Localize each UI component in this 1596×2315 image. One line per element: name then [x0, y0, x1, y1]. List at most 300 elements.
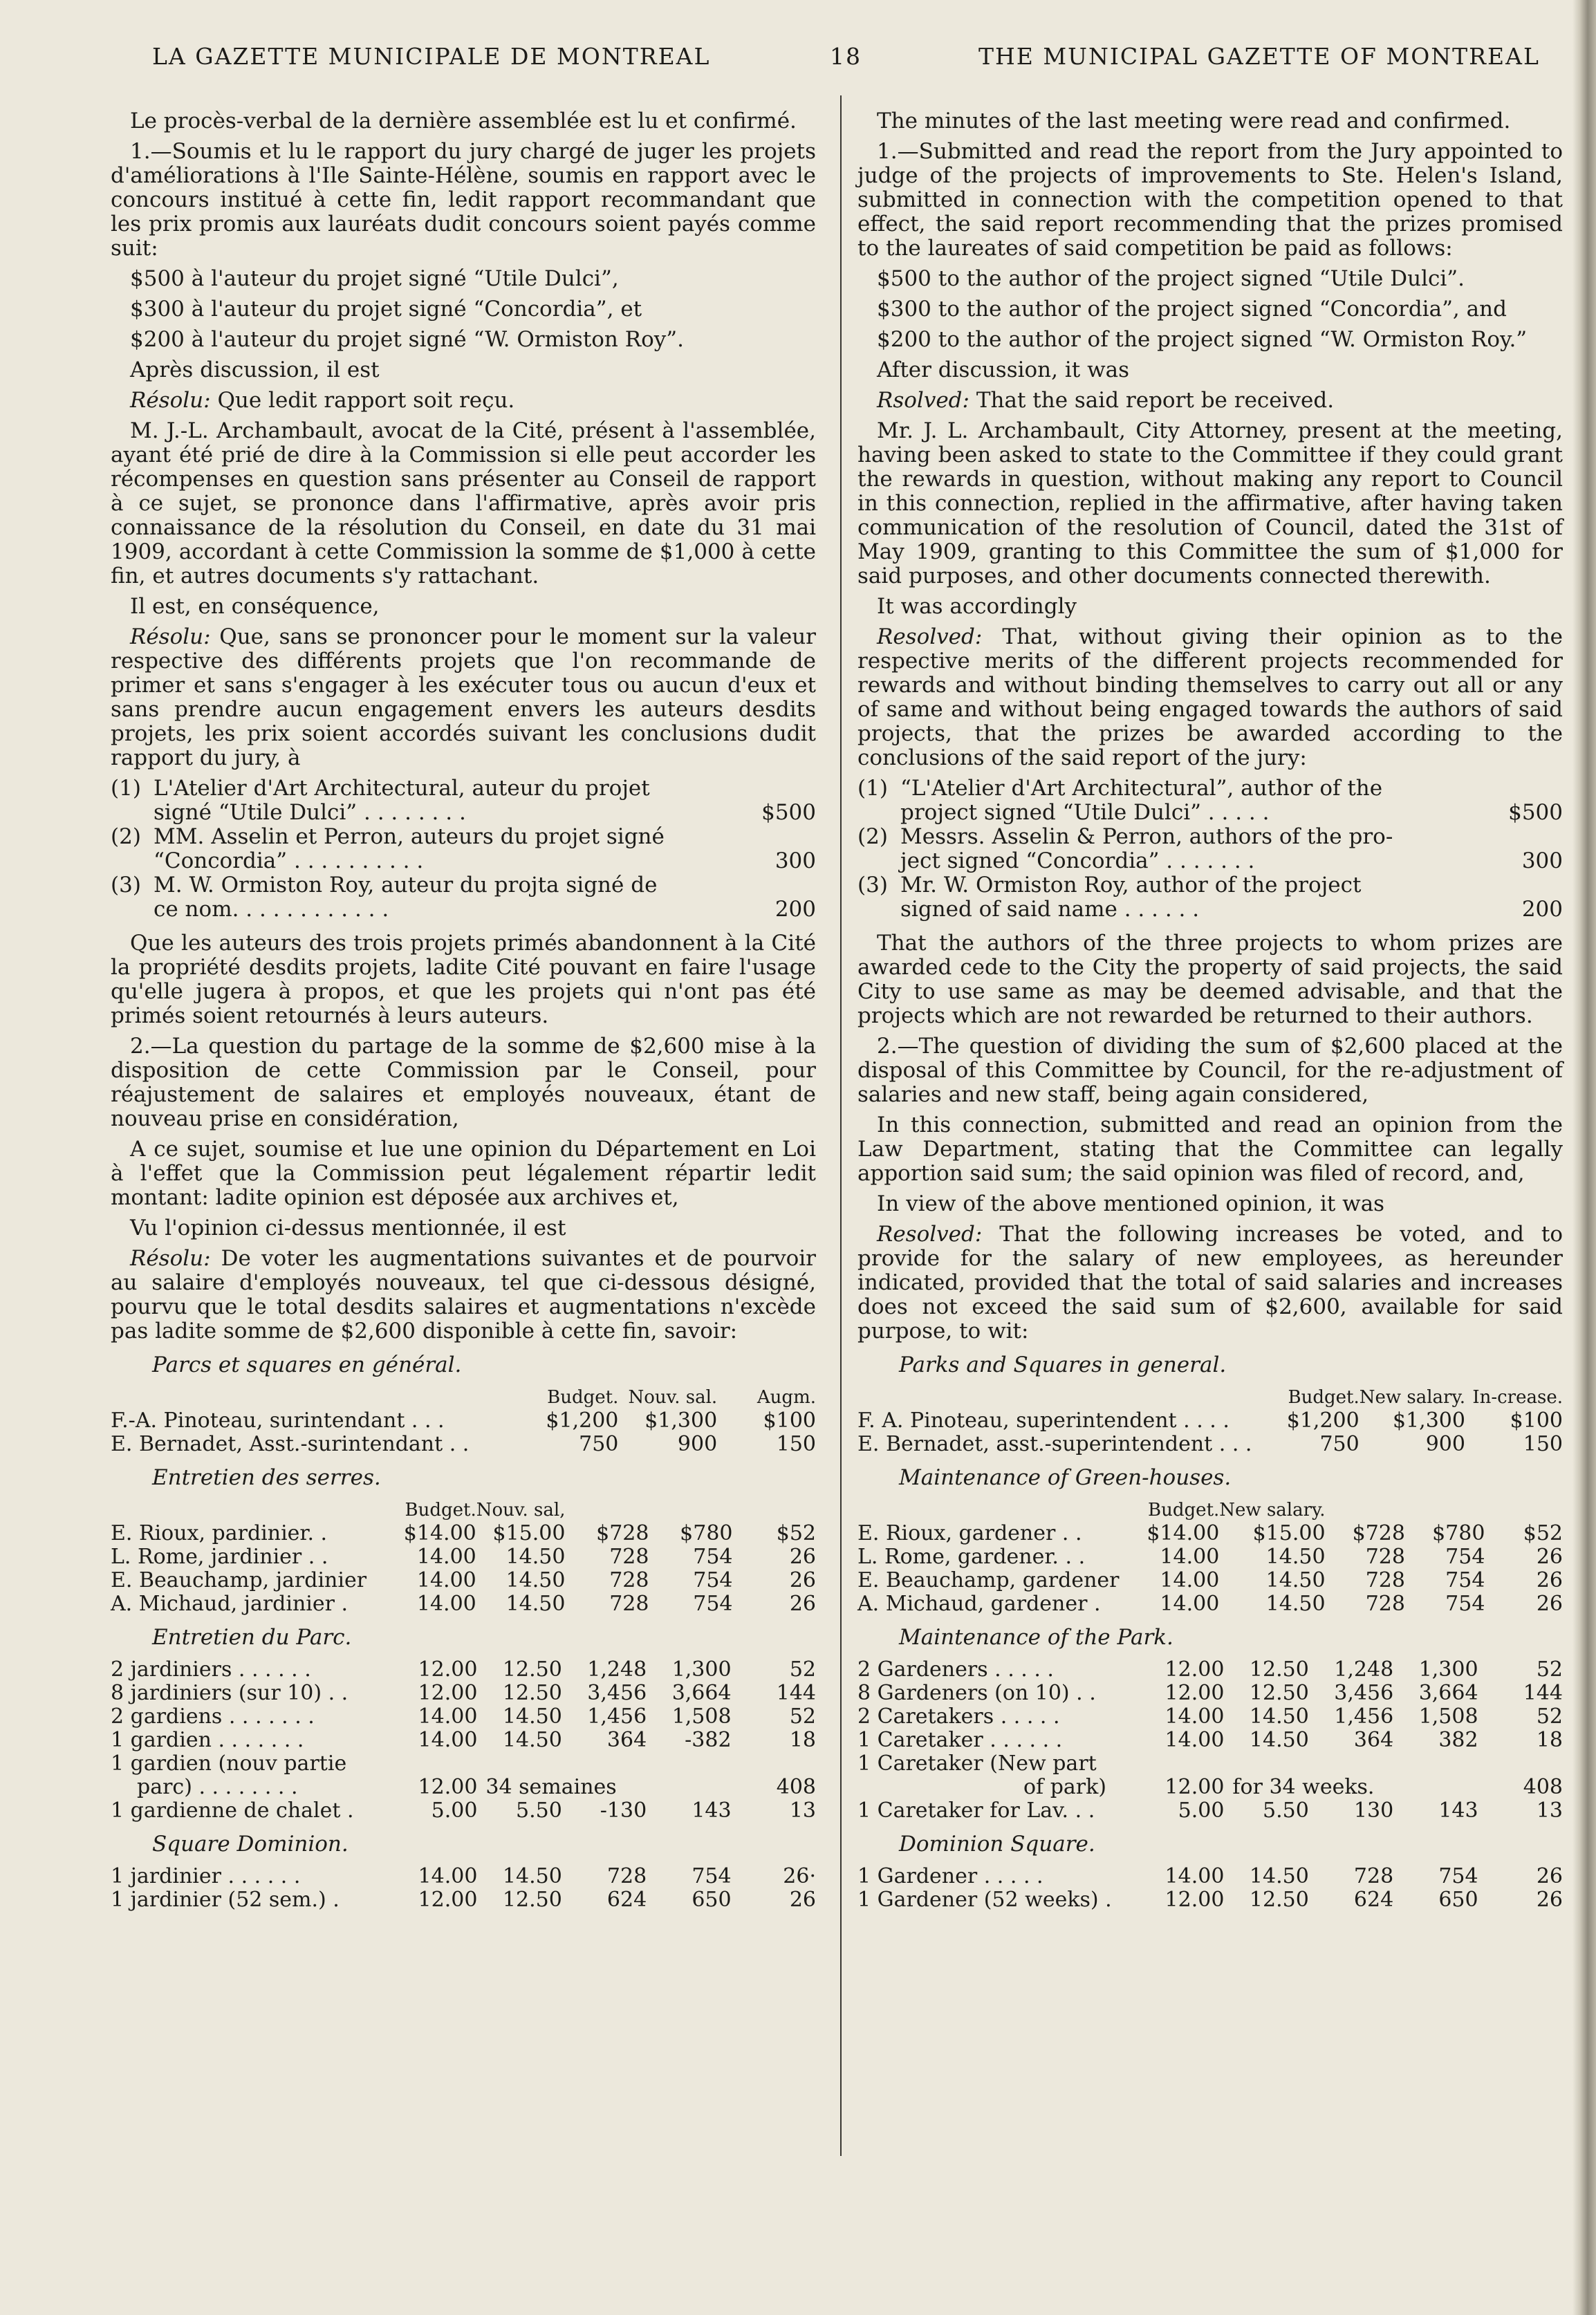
employee-name: A. Michaud, gardener .: [857, 1592, 1101, 1616]
award-line-text: ject signed “Concordia” . . . . . . .: [900, 848, 1255, 873]
table-row: [111, 1569, 816, 1592]
weekly-budget: 14.00: [416, 1592, 476, 1616]
increase-value: $100: [1510, 1408, 1563, 1433]
running-header-english: THE MUNICIPAL GAZETTE OF MONTREAL: [978, 43, 1540, 70]
table-row: [111, 1592, 816, 1616]
award-amount: $500: [761, 800, 816, 825]
resolution-text: That the said report be received.: [969, 388, 1335, 413]
award-item: [111, 873, 816, 922]
annual-budget: 3,456: [1334, 1681, 1394, 1705]
annual-new: 754: [693, 1592, 733, 1616]
weekly-new: 5.50: [516, 1798, 562, 1823]
table-row: [111, 1433, 816, 1456]
table-row: [857, 1409, 1563, 1433]
award-number: (3): [111, 873, 141, 898]
paragraph: Mr. J. L. Archambault, City Attorney, present at the meeting, having been asked to state to the Committee if they could grant the rewards in question, without making any report to Council in this connection, replied in the affirmative, after having taken communication of the resolution of Council, dated the 31st of May 1909, granting to this Committee the sum of $1,000 for said purposes, and other documents connected therewith.: [857, 418, 1563, 588]
employee-name: E. Rioux, pardinier. .: [111, 1521, 328, 1545]
paragraph: M. J.-L. Archambault, avocat de la Cité, présent à l'assemblée, ayant été prié de dire à la Commission si elle peut accorder les récompenses en question sans présenter au Conseil de rapport à ce sujet, se prononce dans l'affirmative, après avoir pris connaissance de la résolution du Conseil, en date du 31 mai 1909, accordant à cette Commission la somme de $1,000 à cette fin, et autres documents s'y rattachant.: [111, 418, 816, 588]
table-row: [857, 1752, 1563, 1776]
weekly-budget: 12.00: [418, 1681, 478, 1705]
resolution-label: Resolved:: [877, 1222, 983, 1247]
increase-value: 144: [1523, 1681, 1563, 1705]
annual-new: $780: [1432, 1521, 1485, 1545]
employee-name: 8 jardiniers (sur 10) . .: [111, 1681, 349, 1705]
annual-budget: 364: [606, 1728, 647, 1752]
budget-value: $1,200: [1286, 1408, 1360, 1433]
col-header-new-salary: Nouv. sal.: [628, 1387, 718, 1408]
col-header-new-salary: Nouv. sal,: [476, 1500, 566, 1521]
award-line-text: ce nom. . . . . . . . . . . .: [154, 897, 389, 922]
paragraph: It was accordingly: [877, 594, 1077, 619]
annual-new: 754: [1445, 1592, 1485, 1616]
spacer-cell: [565, 1498, 649, 1522]
employee-name: L. Rome, gardener. . .: [857, 1545, 1086, 1569]
new-salary-value: 900: [677, 1432, 718, 1456]
spacer-cell: [1485, 1498, 1563, 1522]
paragraph: In view of the above mentioned opinion, it was: [877, 1191, 1385, 1216]
award-line-text: signé “Utile Dulci” . . . . . . . .: [154, 800, 466, 825]
table-row: [857, 1705, 1563, 1729]
weekly-new: 14.50: [505, 1592, 566, 1616]
paragraph: Le procès-verbal de la dernière assemblée est lu et confirmé.: [130, 109, 797, 133]
weekly-new: 14.50: [1265, 1545, 1326, 1569]
award-line: M. W. Ormiston Roy, auteur du projta signé de: [154, 873, 658, 898]
budget-value: 750: [579, 1432, 619, 1456]
paragraph: After discussion, it was: [877, 357, 1130, 382]
col-header-new-salary: New salary.: [1359, 1387, 1465, 1408]
weekly-budget: $14.00: [403, 1521, 476, 1545]
table-row: [111, 1545, 816, 1569]
salary-table-general: [857, 1386, 1563, 1456]
paragraph: [111, 625, 816, 770]
weekly-budget: 14.00: [1164, 1704, 1225, 1729]
annual-budget: 728: [1365, 1592, 1405, 1616]
increase-value: 144: [776, 1681, 816, 1705]
new-salary-value: $1,300: [644, 1408, 718, 1433]
increase-value: 26: [1536, 1568, 1563, 1592]
salary-table-dominion-square: [111, 1865, 816, 1912]
column-divider: [840, 95, 842, 2156]
table-row: [857, 1569, 1563, 1592]
resolution-label: Résolu:: [130, 624, 211, 649]
award-line: [900, 898, 1563, 922]
award-item: [111, 825, 816, 873]
awards-list: [111, 777, 816, 922]
award-number: (3): [857, 873, 888, 898]
award-line-text: “Concordia” . . . . . . . . . .: [154, 848, 424, 873]
annual-new: 382: [1438, 1728, 1478, 1752]
section-heading: Entretien des serres.: [152, 1465, 381, 1490]
weekly-new: 5.50: [1263, 1798, 1309, 1823]
annual-new: 3,664: [1418, 1681, 1478, 1705]
weekly-budget: 12.00: [1164, 1657, 1225, 1682]
increase-value: $52: [776, 1521, 816, 1545]
resolution-label: Résolu:: [130, 1246, 211, 1271]
award-line: [154, 849, 816, 873]
spacer-cell: [733, 1498, 817, 1522]
paragraph: $300 à l'auteur du projet signé “Concordia”, et: [130, 297, 642, 322]
table-row: [857, 1729, 1563, 1752]
resolution-text: Que ledit rapport soit reçu.: [210, 388, 515, 413]
budget-value: 750: [1319, 1432, 1360, 1456]
table-row: [857, 1888, 1563, 1912]
weekly-budget: 14.00: [1164, 1864, 1225, 1888]
weekly-budget: 14.00: [1160, 1592, 1220, 1616]
weekly-new: 14.50: [502, 1728, 562, 1752]
table-row: [111, 1658, 816, 1682]
annual-budget: $728: [1352, 1521, 1405, 1545]
increase-value: 26: [1536, 1888, 1563, 1912]
employee-name: E. Rioux, gardener . .: [857, 1521, 1082, 1545]
table-row: [857, 1865, 1563, 1888]
weekly-new: 12.50: [502, 1888, 562, 1912]
increase-value: 13: [789, 1798, 816, 1823]
new-salary-value: 900: [1425, 1432, 1465, 1456]
weekly-budget: 12.00: [418, 1775, 478, 1799]
resolution-text: De voter les augmentations suivantes et de pourvoir au salaire d'employés nouveaux, tel que ci-dessous désigné, pourvu que le total desdits salaires et augmentations n'excède pas ladite somme de $2,600 disponible à cette fin, savoir:: [111, 1246, 816, 1344]
page-binding-edge: [1572, 0, 1596, 2315]
annual-new: 754: [693, 1568, 733, 1592]
weekly-new: 14.50: [502, 1864, 562, 1888]
paragraph: Que les auteurs des trois projets primés abandonnent à la Cité la propriété desdits projets, ladite Cité pouvant en faire l'usage qu'elle jugera à propos, et que les projets qui n'ont pas été primés soient retournés à leurs auteurs.: [111, 931, 816, 1028]
increase-value: 26: [789, 1592, 816, 1616]
employee-name: 1 gardienne de chalet .: [111, 1798, 354, 1823]
weekly-new: $15.00: [492, 1521, 566, 1545]
annual-budget: 624: [606, 1888, 647, 1912]
increase-value: 26: [789, 1568, 816, 1592]
annual-budget: 728: [606, 1864, 647, 1888]
col-header-budget: Budget.: [1288, 1387, 1360, 1408]
award-amount: 300: [1521, 848, 1563, 873]
weekly-budget: 14.00: [418, 1704, 478, 1729]
paragraph: The minutes of the last meeting were read and confirmed.: [877, 109, 1511, 133]
award-amount: $500: [1508, 800, 1563, 825]
weekly-new: 14.50: [1249, 1728, 1309, 1752]
resolution-text: That, without giving their opinion as to the respective merits of the different projects recommended for rewards and without binding themselves to carry out all or any of same and without being engaged towards the authors of said projects, that the prizes be awarded according to the conclusions of the said report of the jury:: [857, 624, 1563, 770]
annual-budget: 728: [1365, 1545, 1405, 1569]
weekly-new: 14.50: [1265, 1592, 1326, 1616]
section-heading: Dominion Square.: [899, 1832, 1095, 1857]
increase-value: 408: [1523, 1775, 1563, 1799]
resolution-label: Resolved:: [877, 624, 983, 649]
employee-name: 2 Gardeners . . . . .: [857, 1657, 1054, 1682]
employee-name: parc) . . . . . . . .: [137, 1775, 298, 1799]
employee-name: 1 Caretaker . . . . . .: [857, 1728, 1063, 1752]
table-header: [857, 1386, 1563, 1409]
annual-budget: 130: [1353, 1798, 1394, 1823]
increase-value: 150: [1523, 1432, 1563, 1456]
award-text: [900, 825, 1563, 873]
annual-new: 1,300: [671, 1657, 732, 1682]
employee-name: E. Beauchamp, jardinier: [111, 1568, 367, 1592]
section-heading: Square Dominion.: [152, 1832, 349, 1857]
award-amount: 300: [774, 848, 816, 873]
weekly-budget: 14.00: [1160, 1568, 1220, 1592]
employee-name: F. A. Pinoteau, superintendent . . . .: [857, 1408, 1230, 1433]
table-row: [857, 1776, 1563, 1799]
col-header-increase: In-crease.: [1472, 1387, 1563, 1408]
award-line: L'Atelier d'Art Architectural, auteur du projet: [154, 776, 650, 801]
paragraph: 2.—The question of dividing the sum of $2,600 placed at the disposal of this Committee by Council, for the re-adjustment of salaries and new staff, being again considered,: [857, 1034, 1563, 1107]
table-row: [111, 1776, 816, 1799]
employee-name: 2 jardiniers . . . . . .: [111, 1657, 311, 1682]
increase-value: 52: [789, 1657, 816, 1682]
award-line: [900, 849, 1563, 873]
annual-budget: 728: [1365, 1568, 1405, 1592]
award-text: [154, 873, 816, 922]
weekly-new: 14.50: [1265, 1568, 1326, 1592]
weekly-new: 12.50: [1249, 1681, 1309, 1705]
increase-value: 26: [789, 1888, 816, 1912]
col-header-budget: Budget.: [1148, 1500, 1220, 1521]
section-heading: Maintenance of Green-houses.: [899, 1465, 1232, 1490]
paragraph: 2.—La question du partage de la somme de $2,600 mise à la disposition de cette Commission par le Conseil, pour réajustement de salaires et employés nouveaux, étant de nouveau prise en considération,: [111, 1034, 816, 1131]
paragraph: [111, 1247, 816, 1344]
employee-name: 1 jardinier . . . . . .: [111, 1864, 301, 1888]
annual-new: -382: [685, 1728, 732, 1752]
paragraph: 1.—Soumis et lu le rapport du jury chargé de juger les projets d'améliorations à l'Ile Sainte-Hélène, soumis en rapport avec le concours institué à cette fin, ledit rapport recommandant que les prix promis aux lauréats dudit concours soient payés comme suit:: [111, 139, 816, 261]
table-row: [857, 1545, 1563, 1569]
salary-table-general: [111, 1386, 816, 1456]
weekly-new: 14.50: [505, 1545, 566, 1569]
spacer-cell: [857, 1386, 1264, 1409]
increase-value: 150: [776, 1432, 816, 1456]
increase-value: $100: [763, 1408, 816, 1433]
weekly-new: 14.50: [1249, 1864, 1309, 1888]
salary-table-dominion-square: [857, 1865, 1563, 1912]
employee-name: E. Bernadet, Asst.-surintendant . .: [111, 1432, 470, 1456]
award-line: [154, 801, 816, 825]
weekly-budget: 14.00: [1160, 1545, 1220, 1569]
weekly-new: 14.50: [505, 1568, 566, 1592]
page-number: 18: [830, 43, 862, 70]
col-header-budget: Budget.: [405, 1500, 476, 1521]
spacer-cell: [1405, 1498, 1485, 1522]
section-heading: Parks and Squares in general.: [899, 1352, 1227, 1377]
annual-budget: 1,456: [1334, 1704, 1394, 1729]
annual-new: 754: [692, 1864, 732, 1888]
award-text: [900, 873, 1563, 922]
award-amount: 200: [774, 897, 816, 922]
paragraph: A ce sujet, soumise et lue une opinion du Département en Loi à l'effet que la Commission peut légalement répartir ledit montant: ladite opinion est déposée aux archives et,: [111, 1137, 816, 1210]
table-row: [857, 1522, 1563, 1545]
employee-name: 1 jardinier (52 sem.) .: [111, 1888, 340, 1912]
annual-budget: $728: [596, 1521, 649, 1545]
weekly-new: $15.00: [1252, 1521, 1326, 1545]
spacer-cell: [649, 1498, 732, 1522]
salary-table-park: [857, 1658, 1563, 1823]
award-item: [857, 777, 1563, 825]
paragraph: [111, 389, 816, 413]
table-row: [111, 1799, 816, 1823]
weekly-budget: 12.00: [1164, 1681, 1225, 1705]
weekly-budget: $14.00: [1147, 1521, 1220, 1545]
award-text: [900, 777, 1563, 825]
table-row: [857, 1658, 1563, 1682]
award-number: (2): [111, 824, 141, 849]
award-line-text: project signed “Utile Dulci” . . . . .: [900, 800, 1270, 825]
increase-value: 52: [789, 1704, 816, 1729]
spacer-cell: [111, 1386, 520, 1409]
annual-budget: 728: [609, 1568, 649, 1592]
employee-name: 1 gardien (nouv partie: [111, 1751, 347, 1776]
weekly-budget: 5.00: [1178, 1798, 1225, 1823]
award-text: [154, 825, 816, 873]
table-row: [857, 1682, 1563, 1705]
employee-name: of park): [1023, 1775, 1107, 1799]
employee-name: 8 Gardeners (on 10) . .: [857, 1681, 1096, 1705]
weekly-budget: 14.00: [416, 1545, 476, 1569]
awards-list: [857, 777, 1563, 922]
award-item: [111, 777, 816, 825]
annual-budget: 728: [609, 1545, 649, 1569]
weekly-new: 12.50: [502, 1681, 562, 1705]
new-salary-value: $1,300: [1392, 1408, 1465, 1433]
annual-budget: 3,456: [587, 1681, 647, 1705]
salary-table-park: [111, 1658, 816, 1823]
award-number: (1): [857, 776, 888, 801]
weekly-new: 14.50: [502, 1704, 562, 1729]
employee-name: F.-A. Pinoteau, surintendant . . .: [111, 1408, 445, 1433]
award-line: MM. Asselin et Perron, auteurs du projet signé: [154, 824, 665, 849]
award-number: (1): [111, 776, 141, 801]
annual-new: 754: [1445, 1545, 1485, 1569]
award-item: [857, 873, 1563, 922]
table-row: [111, 1409, 816, 1433]
weekly-budget: 12.00: [418, 1888, 478, 1912]
paragraph: [857, 1222, 1563, 1344]
paragraph: $500 to the author of the project signed “Utile Dulci”.: [877, 266, 1465, 291]
weekly-new: 12.50: [1249, 1657, 1309, 1682]
table-row: [111, 1865, 816, 1888]
increase-value: 52: [1536, 1657, 1563, 1682]
increase-value: 26·: [783, 1864, 816, 1888]
annual-budget: 1,456: [587, 1704, 647, 1729]
table-row: [111, 1729, 816, 1752]
weekly-new: 12.50: [1249, 1888, 1309, 1912]
annual-new: 650: [692, 1888, 732, 1912]
table-header: [857, 1498, 1563, 1522]
paragraph: 1.—Submitted and read the report from the Jury appointed to judge of the projects of improvements to Ste. Helen's Island, submitted in connection with the competition opened to that effect, the said report recommending that the prizes promised to the laureates of said competition be paid as follows:: [857, 139, 1563, 261]
increase-value: $52: [1523, 1521, 1563, 1545]
annual-budget: 1,248: [587, 1657, 647, 1682]
budget-value: $1,200: [546, 1408, 619, 1433]
table-row: [111, 1522, 816, 1545]
col-header-increase: Augm.: [757, 1387, 816, 1408]
annual-new: 1,300: [1418, 1657, 1478, 1682]
section-heading: Maintenance of the Park.: [899, 1625, 1173, 1650]
increase-value: 26: [1536, 1864, 1563, 1888]
award-line: Messrs. Asselin & Perron, authors of the pro-: [900, 824, 1393, 849]
table-row: [111, 1752, 816, 1776]
increase-value: 13: [1536, 1798, 1563, 1823]
paragraph: $200 à l'auteur du projet signé “W. Ormiston Roy”.: [130, 327, 684, 352]
increase-value: 18: [789, 1728, 816, 1752]
col-header-budget: Budget.: [547, 1387, 619, 1408]
weekly-budget: 12.00: [1164, 1775, 1225, 1799]
annual-budget: 624: [1353, 1888, 1394, 1912]
increase-value: 408: [776, 1775, 816, 1799]
section-heading: Entretien du Parc.: [152, 1625, 352, 1650]
paragraph: Vu l'opinion ci-dessus mentionnée, il est: [130, 1216, 566, 1240]
annual-new: 650: [1438, 1888, 1478, 1912]
salary-table-greenhouses: [111, 1498, 816, 1616]
paragraph: $300 to the author of the project signed “Concordia”, and: [877, 297, 1507, 322]
annual-new: 1,508: [1418, 1704, 1478, 1729]
increase-value: 52: [1536, 1704, 1563, 1729]
employee-name: E. Bernadet, asst.-superintendent . . .: [857, 1432, 1252, 1456]
paragraph: That the authors of the three projects to whom prizes are awarded cede to the City the property of said projects, the said City to use same as may be deemed advisable, and that the projects which are not rewarded be returned to their authors.: [857, 931, 1563, 1028]
annual-budget: 364: [1353, 1728, 1394, 1752]
resolution-label: Rsolved:: [877, 388, 969, 413]
running-header-french: LA GAZETTE MUNICIPALE DE MONTREAL: [152, 43, 711, 70]
annual-budget: 728: [609, 1592, 649, 1616]
employee-name: 1 Caretaker for Lav. . .: [857, 1798, 1095, 1823]
table-row: [111, 1682, 816, 1705]
annual-new: 143: [692, 1798, 732, 1823]
annual-new: 1,508: [671, 1704, 732, 1729]
employee-name: 1 Caretaker (New part: [857, 1751, 1097, 1776]
table-row: [111, 1888, 816, 1912]
annual-new: 754: [1445, 1568, 1485, 1592]
weekly-budget: 12.00: [418, 1657, 478, 1682]
table-row: [111, 1705, 816, 1729]
paragraph: Après discussion, il est: [130, 357, 380, 382]
award-item: [857, 825, 1563, 873]
section-heading: Parcs et squares en général.: [152, 1352, 462, 1377]
resolution-text: That the following increases be voted, and to provide for the salary of new employees, as hereunder indicated, provided that the total of said salaries and increases does not exceed the said sum of $2,600, available for said purpose, to wit:: [857, 1222, 1563, 1344]
paragraph: [857, 389, 1563, 413]
annual-budget: 728: [1353, 1864, 1394, 1888]
increase-value: 26: [1536, 1592, 1563, 1616]
col-header-new-salary: New salary.: [1219, 1500, 1326, 1521]
paragraph: $500 à l'auteur du projet signé “Utile Dulci”,: [130, 266, 619, 291]
weekly-new: 12.50: [502, 1657, 562, 1682]
employee-name: 1 gardien . . . . . . .: [111, 1728, 304, 1752]
weeks-note: for 34 weeks.: [1232, 1775, 1375, 1799]
increase-value: 26: [789, 1545, 816, 1569]
annual-new: 143: [1438, 1798, 1478, 1823]
resolution-text: Que, sans se prononcer pour le moment sur la valeur respective des différents projets que l'on recommande de primer et sans s'engager à les exécuter tous ou aucun d'eux et sans prendre aucun engagement envers les auteurs desdits projets, les prix soient accordés suivant les conclusions dudit rapport du jury, à: [111, 624, 816, 770]
salary-table-greenhouses: [857, 1498, 1563, 1616]
resolution-label: Résolu:: [130, 388, 211, 413]
annual-new: 3,664: [671, 1681, 732, 1705]
paragraph: [857, 625, 1563, 770]
employee-name: 2 gardiens . . . . . . .: [111, 1704, 315, 1729]
weekly-budget: 12.00: [1164, 1888, 1225, 1912]
award-number: (2): [857, 824, 888, 849]
award-amount: 200: [1521, 897, 1563, 922]
award-line-text: signed of said name . . . . . .: [900, 897, 1200, 922]
weekly-budget: 14.00: [416, 1568, 476, 1592]
employee-name: A. Michaud, jardinier .: [111, 1592, 349, 1616]
table-row: [857, 1433, 1563, 1456]
spacer-cell: [111, 1498, 392, 1522]
award-line: [154, 898, 816, 922]
spacer-cell: [857, 1498, 1137, 1522]
annual-new: 754: [1438, 1864, 1478, 1888]
employee-name: 1 Gardener . . . . .: [857, 1864, 1043, 1888]
paragraph: In this connection, submitted and read an opinion from the Law Department, stating that the Committee can legally apportion said sum; the said opinion was filed of record, and,: [857, 1113, 1563, 1186]
table-row: [857, 1799, 1563, 1823]
award-line: Mr. W. Ormiston Roy, author of the project: [900, 873, 1362, 898]
weekly-budget: 14.00: [1164, 1728, 1225, 1752]
annual-new: 754: [693, 1545, 733, 1569]
paragraph: Il est, en conséquence,: [130, 594, 380, 619]
increase-value: 26: [1536, 1545, 1563, 1569]
table-row: [857, 1592, 1563, 1616]
weekly-new: 14.50: [1249, 1704, 1309, 1729]
